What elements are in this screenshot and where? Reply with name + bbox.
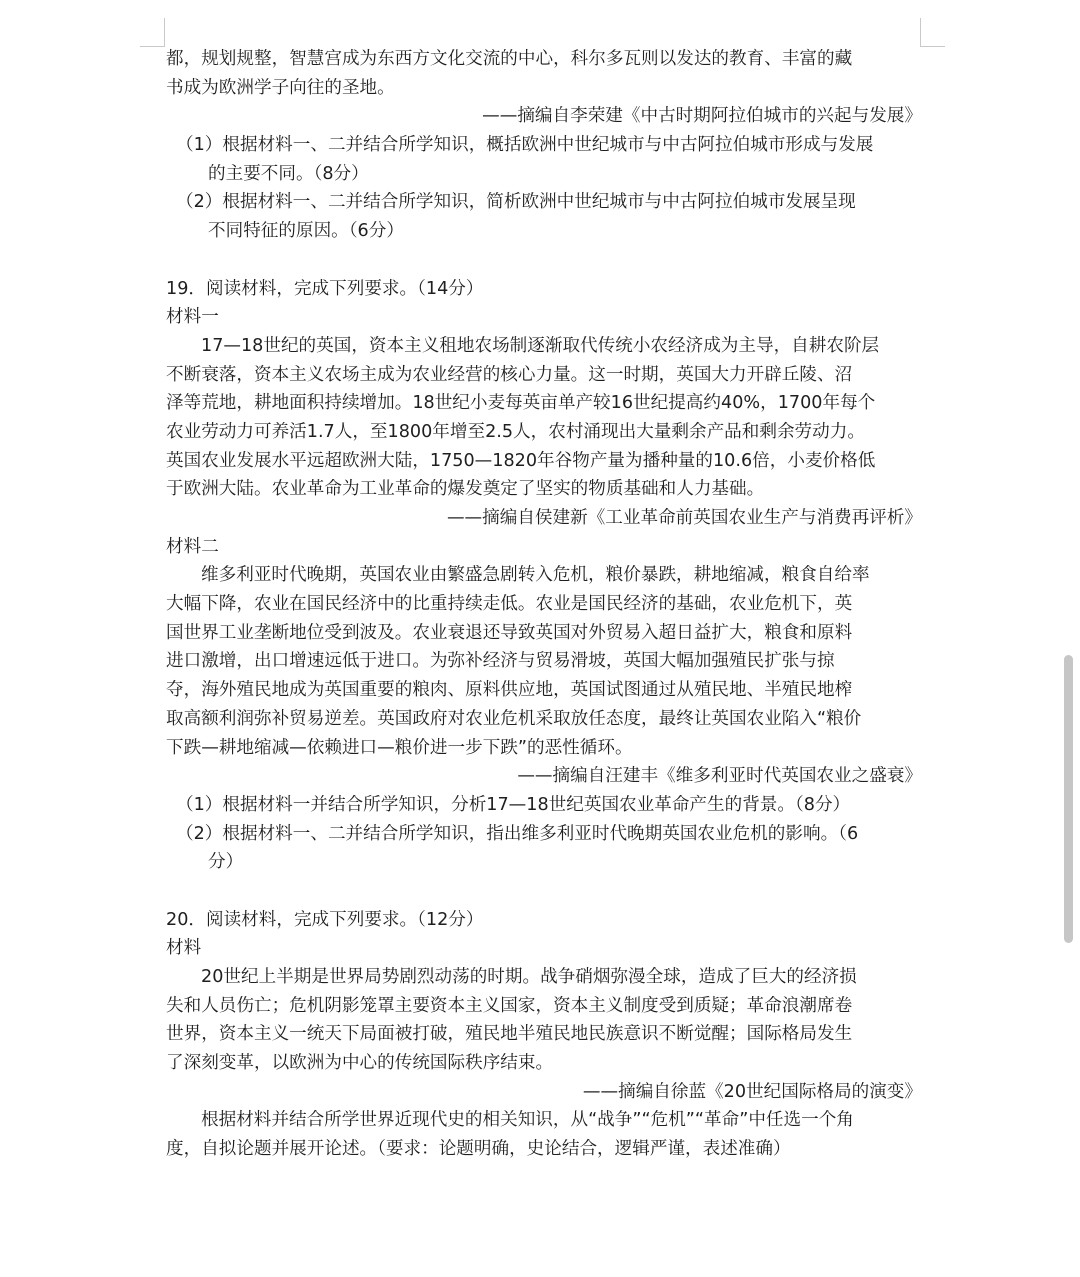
q20-material-line: 20世纪上半期是世界局势剧烈动荡的时期。战争硝烟弥漫全球，造成了巨大的经济损 bbox=[201, 967, 857, 987]
q19-material-1-line: 泽等荒地，耕地面积持续增加。18世纪小麦每英亩单产较16世纪提高约40%，1700年每个 bbox=[166, 393, 876, 414]
q19-material-2-line: 下跌—耕地缩减—依赖进口—粮价进一步下跌”的恶性循环。 bbox=[166, 737, 633, 758]
vertical-scrollbar[interactable] bbox=[1064, 655, 1073, 943]
q20-material-line: 世界，资本主义一统天下局面被打破，殖民地半殖民地民族意识不断觉醒；国际格局发生 bbox=[166, 1024, 853, 1045]
q19-material-1-label: 材料一 bbox=[166, 307, 219, 328]
q18-source: ——摘编自李荣建《中古时期阿拉伯城市的兴起与发展》 bbox=[482, 106, 922, 127]
q19-question-2: （2）根据材料一、二并结合所学知识，指出维多利亚时代晚期英国农业危机的影响。（6 bbox=[176, 823, 859, 844]
q19-question-2-cont: 分） bbox=[208, 852, 244, 873]
q19-material-2-line: 国世界工业垄断地位受到波及。农业衰退还导致英国对外贸易入超日益扩大，粮食和原料 bbox=[166, 622, 853, 643]
q19-material-2-line: 夺，海外殖民地成为英国重要的粮肉、原料供应地，英国试图通过从殖民地、半殖民地榨 bbox=[166, 680, 853, 701]
crop-mark-top-right bbox=[920, 18, 945, 47]
q19-material-2-line: 取高额利润弥补贸易逆差。英国政府对农业危机采取放任态度，最终让英国农业陷入“粮价 bbox=[166, 708, 862, 729]
q19-question-1: （1）根据材料一并结合所学知识，分析17—18世纪英国农业革命产生的背景。（8分） bbox=[176, 794, 851, 815]
q19-title: 19．阅读材料，完成下列要求。（14分） bbox=[166, 278, 484, 299]
q19-material-1-line: 不断衰落，资本主义农场主成为农业经营的核心力量。这一时期，英国大力开辟丘陵、沼 bbox=[166, 364, 853, 385]
crop-mark-top-left bbox=[140, 18, 165, 47]
q20-material-line: 失和人员伤亡；危机阴影笼罩主要资本主义国家，资本主义制度受到质疑；革命浪潮席卷 bbox=[166, 995, 853, 1016]
q19-material-1-source: ——摘编自侯建新《工业革命前英国农业生产与消费再评析》 bbox=[446, 508, 922, 528]
q20-material-label: 材料 bbox=[166, 938, 202, 959]
q18-material-line: 都，规划规整，智慧宫成为东西方文化交流的中心，科尔多瓦则以发达的教育、丰富的藏 bbox=[166, 49, 853, 69]
q18-material-line: 书成为欧洲学子向往的圣地。 bbox=[166, 77, 395, 98]
q19-material-1-line: 农业劳动力可养活1.7人，至1800年增至2.5人，农村涌现出大量剩余产品和剩余劳动力。 bbox=[166, 421, 865, 442]
q19-material-1-line: 17—18世纪的英国，资本主义租地农场制逐渐取代传统小农经济成为主导，自耕农阶层 bbox=[201, 335, 880, 356]
q19-material-2-line: 进口激增，出口增速远低于进口。为弥补经济与贸易滑坡，英国大幅加强殖民扩张与掠 bbox=[166, 651, 835, 672]
q20-task-cont: 度，自拟论题并展开论述。（要求：论题明确，史论结合，逻辑严谨，表述准确） bbox=[166, 1139, 791, 1160]
q19-material-2-line: 大幅下降，农业在国民经济中的比重持续走低。农业是国民经济的基础，农业危机下，英 bbox=[166, 594, 853, 615]
document-body bbox=[166, 45, 922, 1164]
q18-question-2: （2）根据材料一、二并结合所学知识，简析欧洲中世纪城市与中古阿拉伯城市发展呈现 bbox=[176, 192, 856, 213]
q20-material-line: 了深刻变革，以欧洲为中心的传统国际秩序结束。 bbox=[166, 1053, 554, 1074]
q19-material-1-line: 英国农业发展水平远超欧洲大陆，1750—1820年谷物产量为播种量的10.6倍，小麦价格低 bbox=[166, 450, 876, 471]
q20-material-source: ——摘编自徐蓝《20世纪国际格局的演变》 bbox=[582, 1081, 922, 1102]
q19-material-2-source: ——摘编自汪建丰《维多利亚时代英国农业之盛衰》 bbox=[517, 766, 922, 787]
q18-question-1: （1）根据材料一、二并结合所学知识，概括欧洲中世纪城市与中古阿拉伯城市形成与发展 bbox=[176, 135, 874, 156]
q19-material-2-line: 维多利亚时代晚期，英国农业由繁盛急剧转入危机，粮价暴跌，耕地缩减，粮食自给率 bbox=[201, 565, 870, 586]
q19-material-2-label: 材料二 bbox=[166, 536, 219, 557]
q18-question-2-cont: 不同特征的原因。（6分） bbox=[208, 221, 404, 242]
q18-question-1-cont: 的主要不同。（8分） bbox=[208, 163, 369, 184]
q20-task: 根据材料并结合所学世界近现代史的相关知识，从“战争”“危机”“革命”中任选一个角 bbox=[201, 1110, 854, 1131]
q20-title: 20．阅读材料，完成下列要求。（12分） bbox=[166, 909, 484, 930]
q19-material-1-line: 于欧洲大陆。农业革命为工业革命的爆发奠定了坚实的物质基础和人力基础。 bbox=[166, 479, 765, 500]
